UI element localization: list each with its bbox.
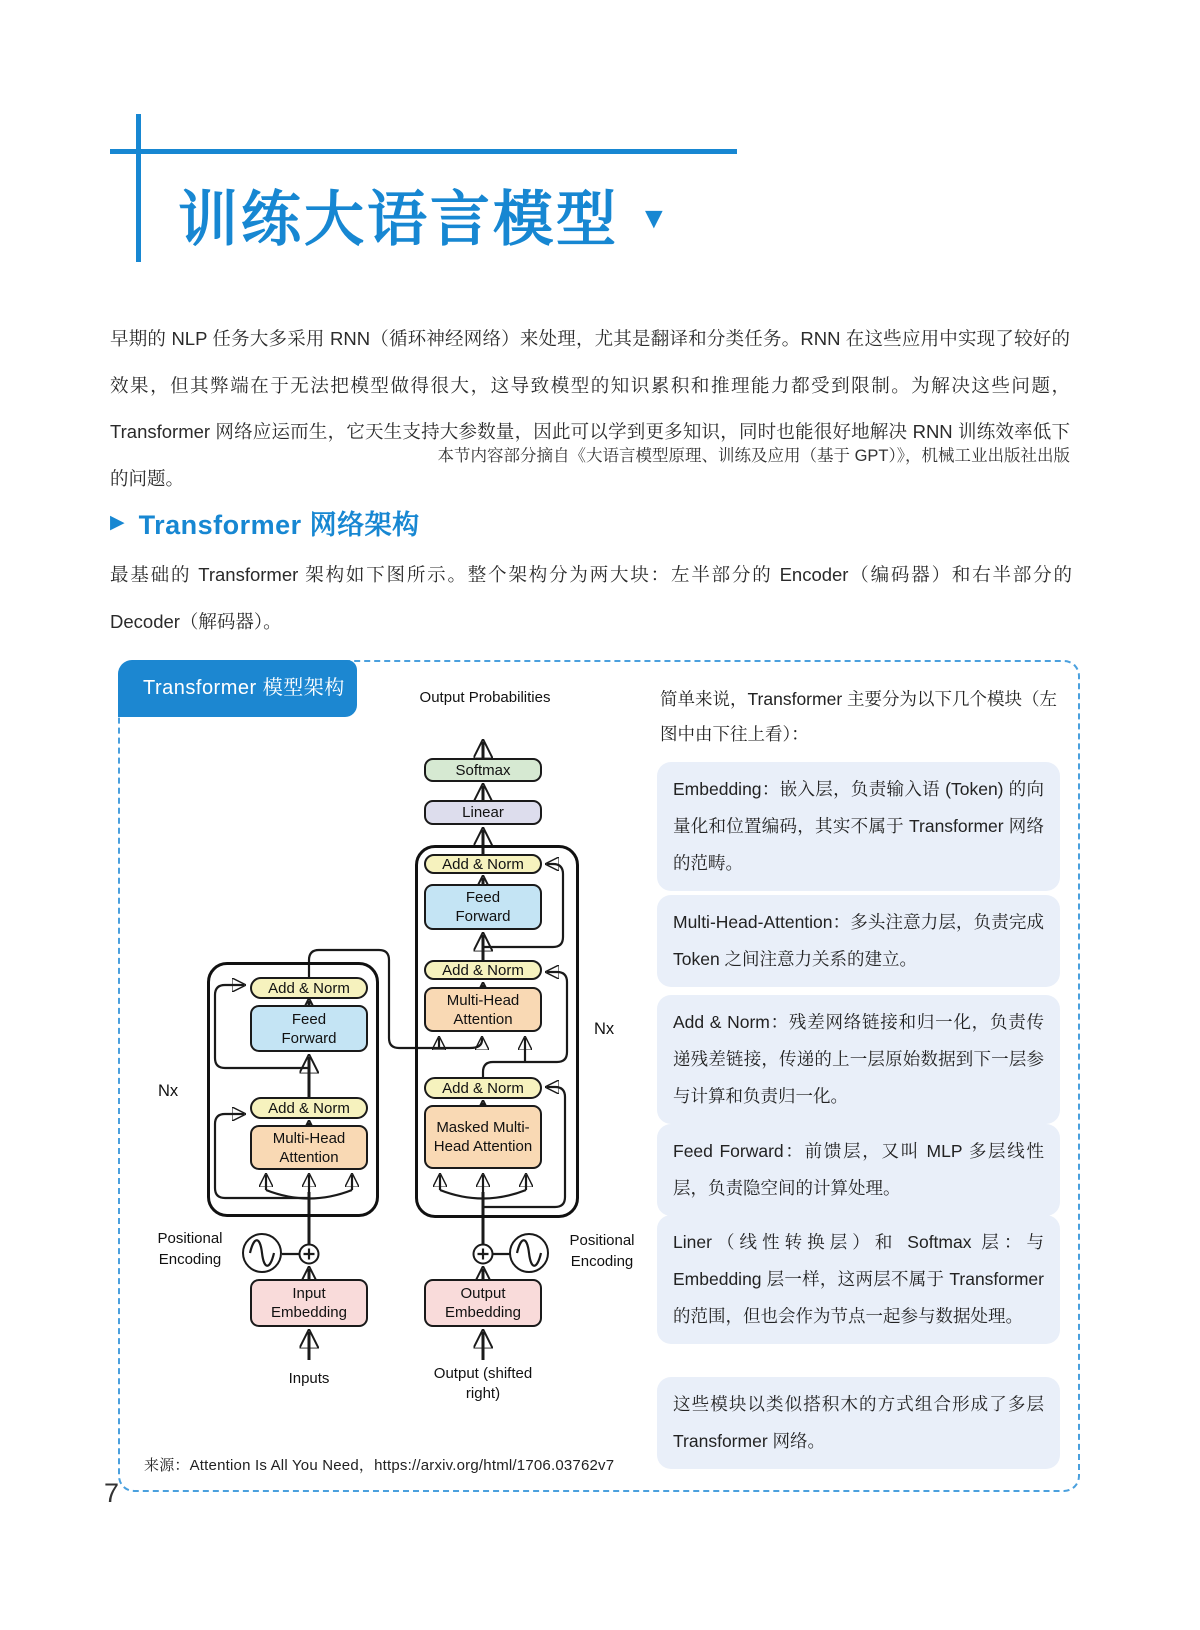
intro-paragraph: 早期的 NLP 任务大多采用 RNN（循环神经网络）来处理，尤其是翻译和分类任务。RNN 在这些应用中实现了较好的效果，但其弊端在于无法把模型做得很大，这导致模型的知识累积和推理能力都受到限制。为解决这些问题，Transformer 网络应运而生，它天生支持大参数量，因此可以学到更多知识，同时也能很好地解决 RNN 训练效率低下的问题。 (110, 328, 1070, 489)
decoder-add-norm-bottom-box: Add & Norm (424, 1077, 542, 1099)
panel-block-summary: 这些模块以类似搭积木的方式组合形成了多层 Transformer 网络。 (657, 1377, 1060, 1469)
softmax-box: Softmax (424, 758, 542, 782)
header-rule-vertical (136, 114, 141, 262)
panel-block-add-norm: Add & Norm：残差网络链接和归一化，负责传递残差链接，传递的上一层原始数据到下一层参与计算和负责归一化。 (657, 995, 1060, 1124)
triangle-right-icon: ▶ (110, 512, 125, 533)
decoder-add-norm-mid-box: Add & Norm (424, 960, 542, 980)
sine-wave-icon (510, 1234, 548, 1272)
inputs-label: Inputs (288, 1370, 330, 1387)
output-shifted-label: Output (shifted right) (433, 1365, 533, 1402)
plus-circle-icon (474, 1245, 493, 1264)
input-embedding-box: Input Embedding (250, 1279, 368, 1327)
sine-wave-icon (243, 1234, 281, 1272)
output-embedding-box: Output Embedding (424, 1279, 542, 1327)
positional-encoding-label-left: Positional Encoding (157, 1230, 223, 1268)
panel-block-linear-softmax: Liner（线性转换层）和 Softmax 层：与 Embedding 层一样，这两层不属于 Transformer 的范围，但也会作为节点一起参与数据处理。 (657, 1215, 1060, 1344)
decoder-multi-head-attention-box: Multi-Head Attention (424, 987, 542, 1032)
encoder-block (207, 962, 379, 1217)
encoder-multi-head-attention-box: Multi-Head Attention (250, 1125, 368, 1170)
page-number: 7 (104, 1478, 120, 1508)
masked-multi-head-attention-box: Masked Multi-Head Attention (424, 1105, 542, 1169)
nx-label-decoder: Nx (594, 1020, 615, 1038)
decoder-feed-forward-box: Feed Forward (424, 884, 542, 930)
encoder-add-norm-top-box: Add & Norm (250, 977, 368, 999)
attribution-note: 本节内容部分摘自《大语言模型原理、训练及应用（基于 GPT）》，机械工业出版社出版 (437, 447, 1070, 465)
nx-label-encoder: Nx (158, 1082, 179, 1100)
panel-block-embedding: Embedding：嵌入层，负责输入语 (Token) 的向量化和位置编码，其实不属于 Transformer 网络的范畴。 (657, 762, 1060, 891)
panel-intro: 简单来说，Transformer 主要分为以下几个模块（左图中由下往上看）： (660, 689, 1058, 744)
linear-box: Linear (424, 800, 542, 825)
positional-encoding-label-right: Positional Encoding (569, 1232, 635, 1270)
page-title (178, 172, 669, 258)
output-probabilities-label: Output Probabilities (419, 689, 551, 706)
decoder-add-norm-top-box: Add & Norm (424, 854, 542, 874)
header-rule-horizontal (110, 149, 737, 154)
section-intro: 最基础的 Transformer 架构如下图所示。整个架构分为两大块：左半部分的 Encoder（编码器）和右半部分的 Decoder（解码器）。 (110, 564, 1072, 632)
transformer-figure (118, 660, 1080, 1492)
figure-source: 来源：Attention Is All You Need，https://arxiv.org/html/1706.03762v7 (144, 1457, 615, 1474)
page-title-text: 训练大语言模型 (178, 186, 619, 253)
figure-tag: Transformer 模型架构 (118, 660, 357, 717)
plus-circle-icon (300, 1245, 319, 1264)
triangle-down-icon: ▼ (639, 202, 669, 235)
section-heading (110, 503, 420, 542)
encoder-add-norm-bottom-box: Add & Norm (250, 1097, 368, 1119)
panel-block-multi-head-attention: Multi-Head-Attention：多头注意力层，负责完成 Token 之间注意力关系的建立。 (657, 895, 1060, 987)
panel-block-feed-forward: Feed Forward：前馈层，又叫 MLP 多层线性层，负责隐空间的计算处理。 (657, 1124, 1060, 1216)
section-heading-text: Transformer 网络架构 (138, 510, 420, 540)
encoder-feed-forward-box: Feed Forward (250, 1005, 368, 1052)
